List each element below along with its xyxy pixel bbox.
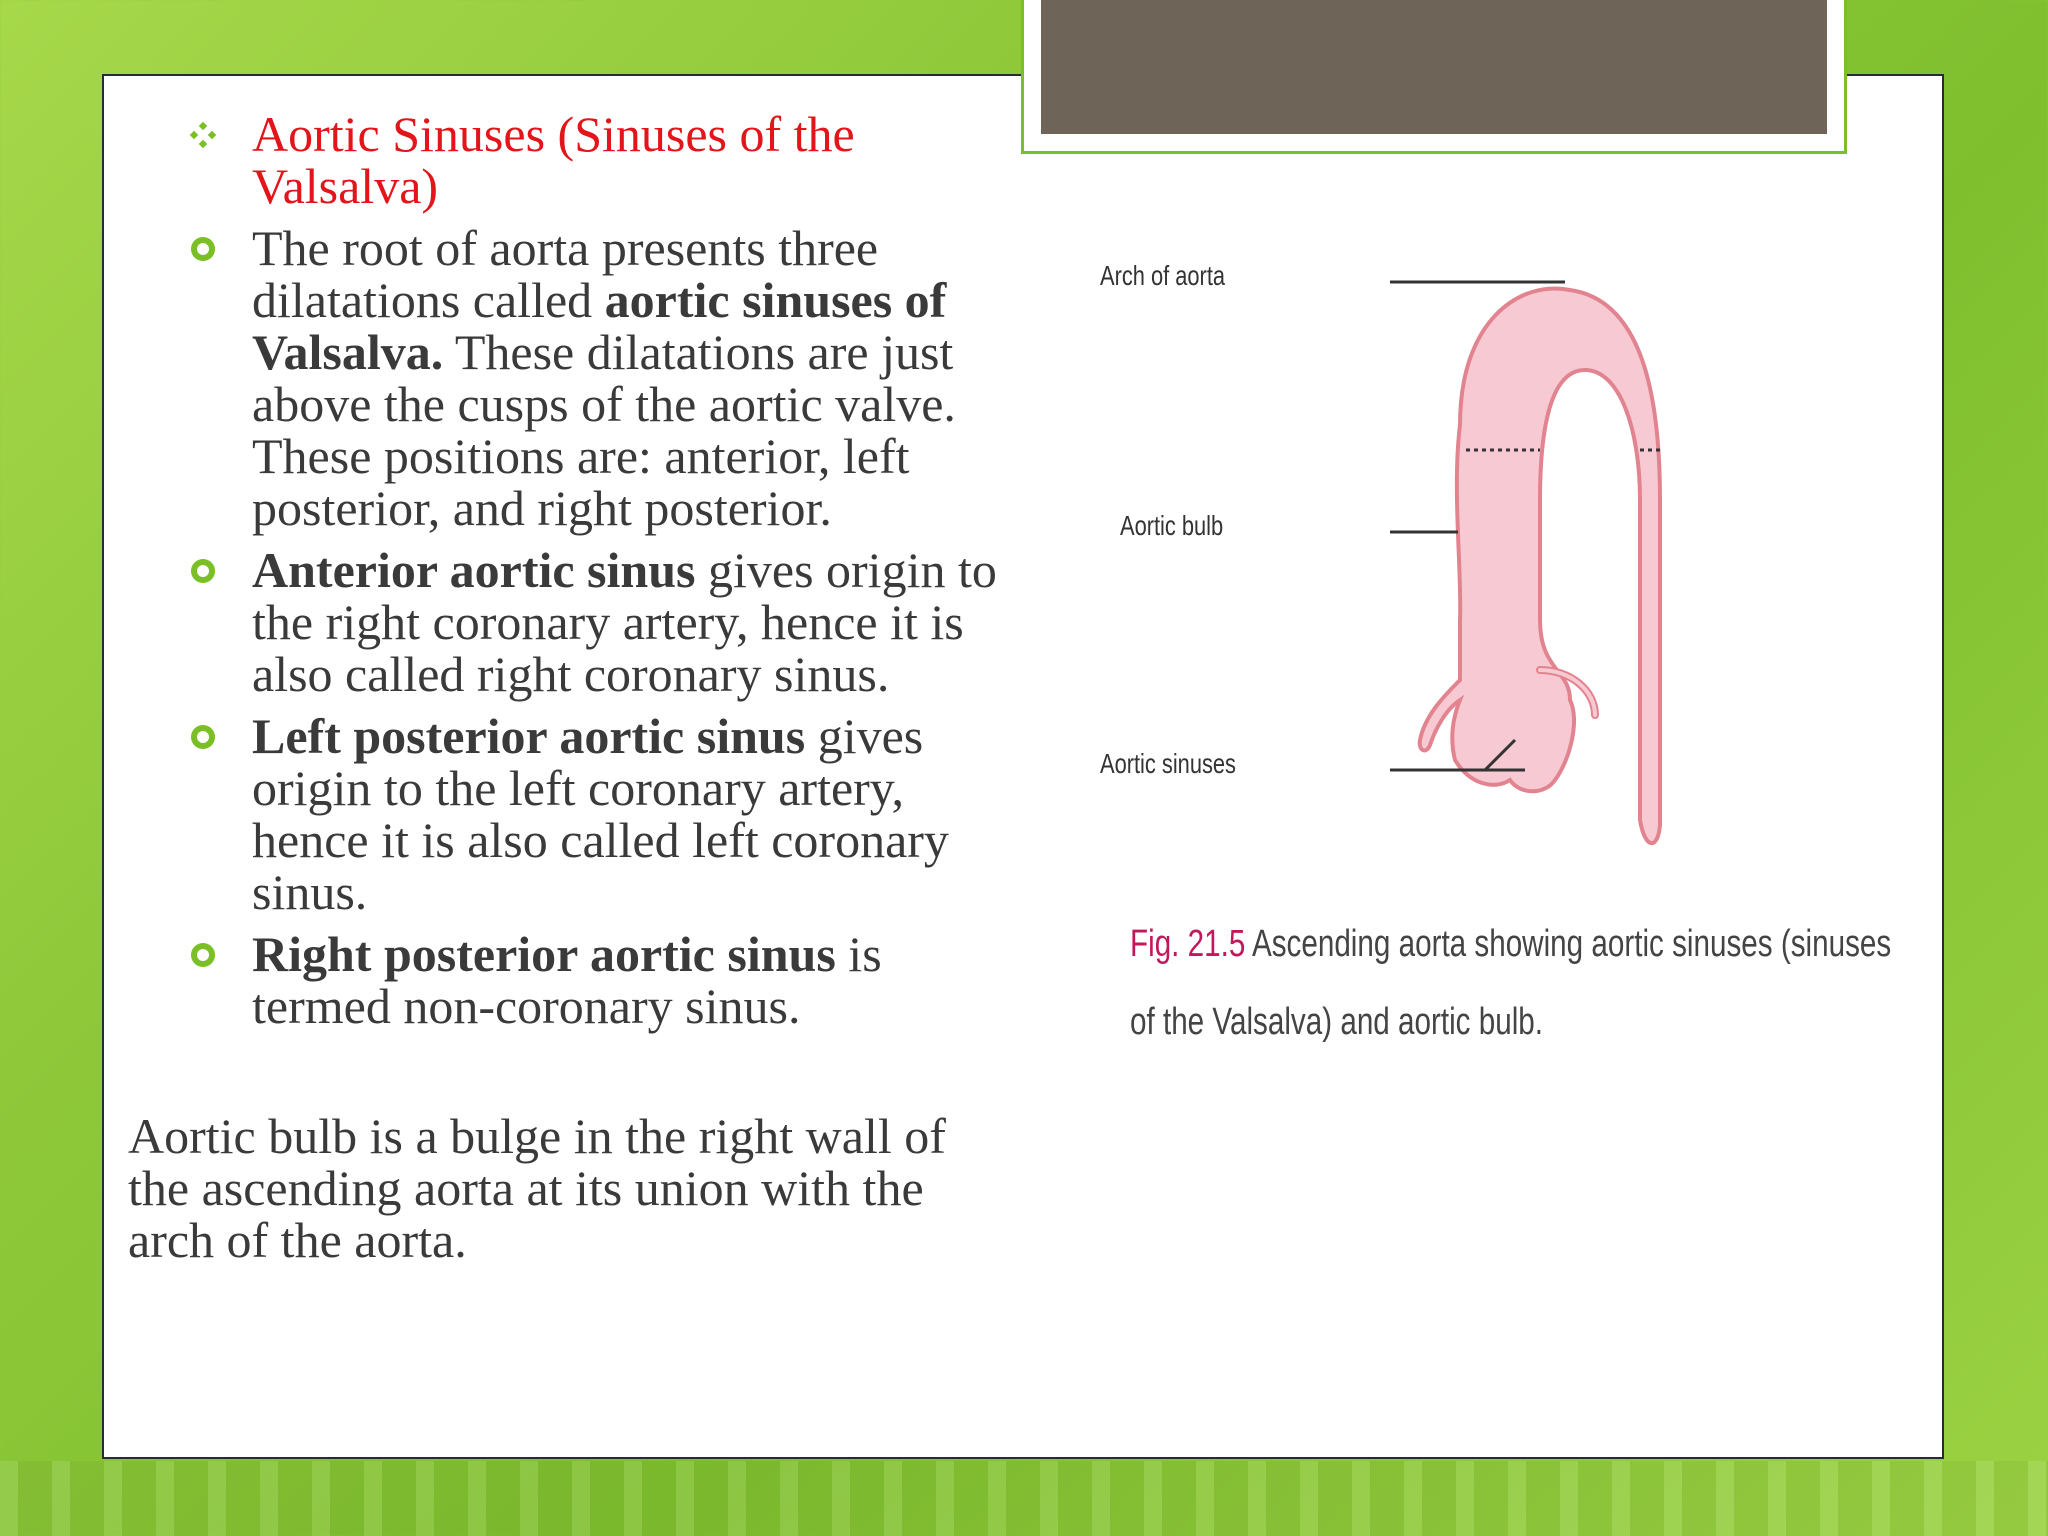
figure-caption (1130, 905, 1930, 1061)
caption-text-1: Ascending aorta showing aortic sinuses (sinuses (1251, 923, 1892, 965)
bullet-2-text-after: gives origin to the right coronary artery, hence it is also called right coronary sinus. (252, 542, 997, 702)
bullet-3-text-after: gives origin to the left coronary artery, hence it is also called left coronary sinus. (252, 708, 949, 920)
bullet-3-bold: Left posterior aortic sinus (252, 708, 806, 764)
heading-text: Aortic Sinuses (Sinuses of the Valsalva) (252, 106, 855, 214)
background-stripes (0, 1461, 2048, 1536)
bullet-1-text-before: The root of aorta presents three dilatations called (252, 220, 879, 328)
bullet-right-posterior-sinus (190, 928, 1010, 1032)
ring-bullet-icon (190, 236, 216, 262)
bullet-heading (190, 108, 1010, 212)
bullet-2-bold: Anterior aortic sinus (252, 542, 696, 598)
aorta-shape (1420, 289, 1660, 844)
diamond-bullet-icon (190, 122, 216, 148)
aortic-bulb-paragraph: Aortic bulb is a bulge in the right wall of the ascending aorta at its union with the arch of the aorta. (128, 1108, 946, 1268)
caption-line-2: of the Valsalva) and aortic bulb. (1130, 1001, 1544, 1043)
label-aortic-sinuses: Aortic sinuses (1100, 748, 1236, 779)
ring-bullet-icon (190, 558, 216, 584)
bullet-root-of-aorta (190, 222, 1010, 534)
title-bar (1041, 0, 1827, 134)
caption-line-1 (1130, 905, 1891, 983)
ring-bullet-icon (190, 724, 216, 750)
bullet-anterior-sinus (190, 544, 1010, 700)
label-aortic-bulb: Aortic bulb (1120, 510, 1224, 541)
label-arch-of-aorta: Arch of aorta (1100, 260, 1226, 291)
bullet-1-bold: aortic sinuses of Valsalva. (252, 272, 947, 380)
caption-figure-number: Fig. 21.5 (1130, 923, 1246, 965)
bullet-1-text-after: These dilatations are just above the cusps of the aortic valve. These positions are: anterior, left posterior, and right posterior. (252, 324, 956, 536)
bullet-left-posterior-sinus (190, 710, 1010, 918)
ring-bullet-icon (190, 942, 216, 968)
bullet-4-bold: Right posterior aortic sinus (252, 926, 836, 982)
bullet-4-text-after: is termed non-coronary sinus. (252, 926, 882, 1034)
content-text (128, 106, 1010, 1268)
